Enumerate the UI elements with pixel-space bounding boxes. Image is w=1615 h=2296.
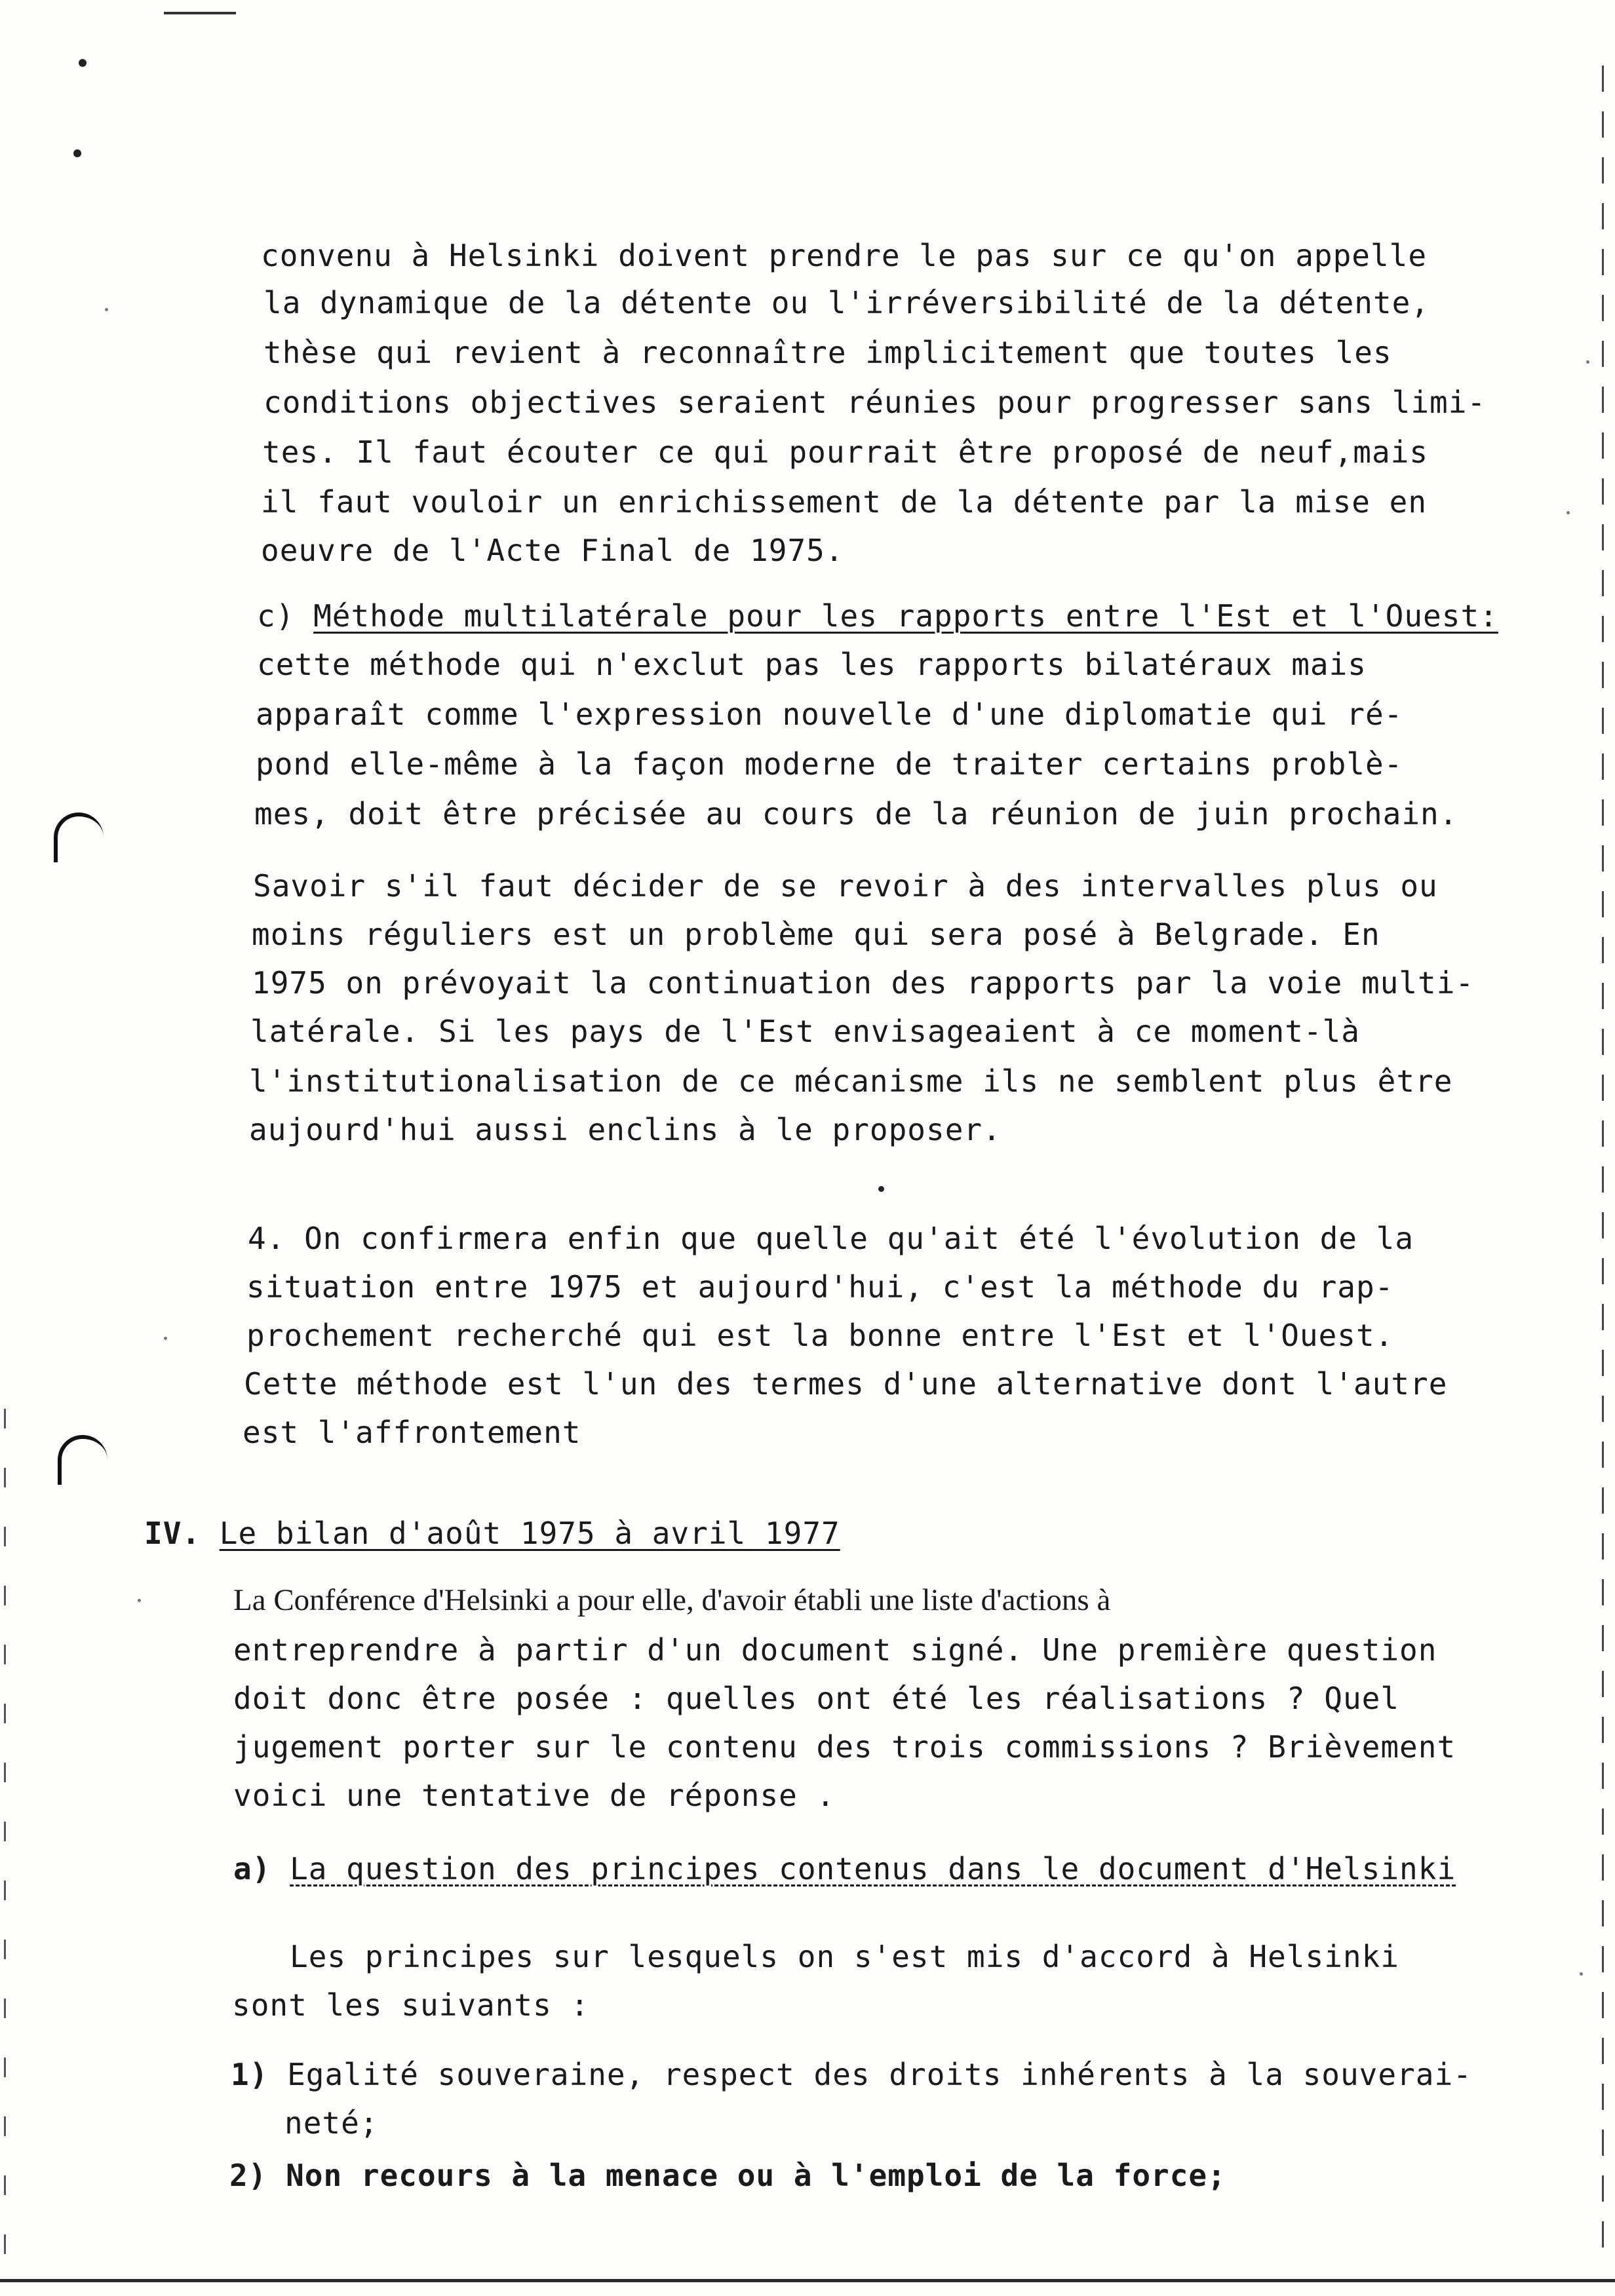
text-line: l'institutionalisation de ce mécanisme ils ne semblent plus être [249,1063,1453,1099]
text-line: sont les suivants : [232,1987,590,2023]
section-iv-title: Le bilan d'août 1975 à avril 1977 [219,1516,840,1551]
list-item-text: Non recours à la menace ou à l'emploi de la force; [286,2158,1226,2193]
text-line: conditions objectives seraient réunies pour progresser sans limi- [263,385,1487,420]
speck [164,1337,167,1340]
text-line: est l'affrontement [243,1415,581,1450]
section-a-title: La question des principes contenus dans le document d'Helsinki [290,1851,1456,1886]
punch-dot [79,59,87,67]
ink-dot [878,1186,884,1192]
punch-dot [73,149,81,157]
list-item-continuation: neté; [284,2105,379,2141]
text-line: moins réguliers est un problème qui sera posé à Belgrade. En [252,917,1380,952]
section-a-heading [233,1849,1456,1888]
section-c-heading [257,596,1498,636]
left-edge-shadow [4,1409,6,2261]
top-rule-mark [164,12,236,14]
text-line: aujourd'hui aussi enclins à le proposer. [249,1112,1002,1147]
text-line: thèse qui revient à reconnaître implicitement que toutes les [263,335,1392,370]
text-line: 4. On confirmera enfin que quelle qu'ait été l'évolution de la [248,1221,1414,1256]
text-line: oeuvre de l'Acte Final de 1975. [261,533,844,568]
speck [1566,511,1570,514]
binder-ring-mark [54,813,104,862]
text-line: tes. Il faut écouter ce qui pourrait être proposé de neuf,mais [262,434,1429,470]
speck [1580,1972,1583,1976]
text-line: apparaît comme l'expression nouvelle d'une diplomatie qui ré- [256,697,1403,732]
list-item-number: 2) [229,2158,267,2193]
section-c-title: Méthode multilatérale pour les rapports entre l'Est et l'Ouest: [313,598,1498,634]
text-line: entreprendre à partir d'un document signé. Une première question [233,1632,1437,1668]
bottom-rule-mark [0,2279,1615,2282]
section-c-marker: c) [257,598,295,634]
speck [138,1599,141,1602]
text-line: cette méthode qui n'exclut pas les rapports bilatéraux mais [257,647,1367,682]
list-item [229,2156,1226,2195]
text-line: mes, doit être précisée au cours de la réunion de juin prochain. [254,796,1458,832]
section-a-marker: a) [233,1851,271,1886]
text-line: 1975 on prévoyait la continuation des rapports par la voie multi- [252,965,1475,1001]
list-item-number: 1) [231,2057,269,2092]
right-edge-shadow [1602,66,1604,2267]
text-line: convenu à Helsinki doivent prendre le pas sur ce qu'on appelle [261,238,1428,273]
section-iv-numeral: IV. [144,1516,201,1551]
text-line: pond elle-même à la façon moderne de traiter certains problè- [256,746,1403,782]
text-line: Cette méthode est l'un des termes d'une alternative dont l'autre [244,1366,1448,1402]
text-line: il faut vouloir un enrichissement de la détente par la mise en [261,484,1428,520]
list-item [231,2055,1472,2094]
binder-ring-mark [58,1435,107,1485]
text-line: situation entre 1975 et aujourd'hui, c'est la méthode du rap- [246,1269,1394,1305]
text-line: Les principes sur lesquels on s'est mis d'accord à Helsinki [290,1939,1399,1974]
speck [1586,360,1589,364]
section-iv-heading [144,1514,840,1553]
text-line: prochement recherché qui est la bonne entre l'Est et l'Ouest. [246,1318,1394,1353]
list-item-text: Egalité souveraine, respect des droits inhérents à la souverai- [287,2057,1472,2092]
text-line: doit donc être posée : quelles ont été les réalisations ? Quel [233,1681,1400,1716]
text-line: Savoir s'il faut décider de se revoir à des intervalles plus ou [253,868,1438,904]
text-line: voici une tentative de réponse . [233,1778,836,1813]
speck [105,308,108,311]
text-line: jugement porter sur le contenu des trois commissions ? Brièvement [233,1729,1456,1765]
text-line: latérale. Si les pays de l'Est envisageaient à ce moment-là [250,1014,1360,1049]
text-line: la dynamique de la détente ou l'irréversibilité de la détente, [263,285,1430,320]
text-line: La Conférence d'Helsinki a pour elle, d'avoir établi une liste d'actions à [233,1583,1111,1617]
